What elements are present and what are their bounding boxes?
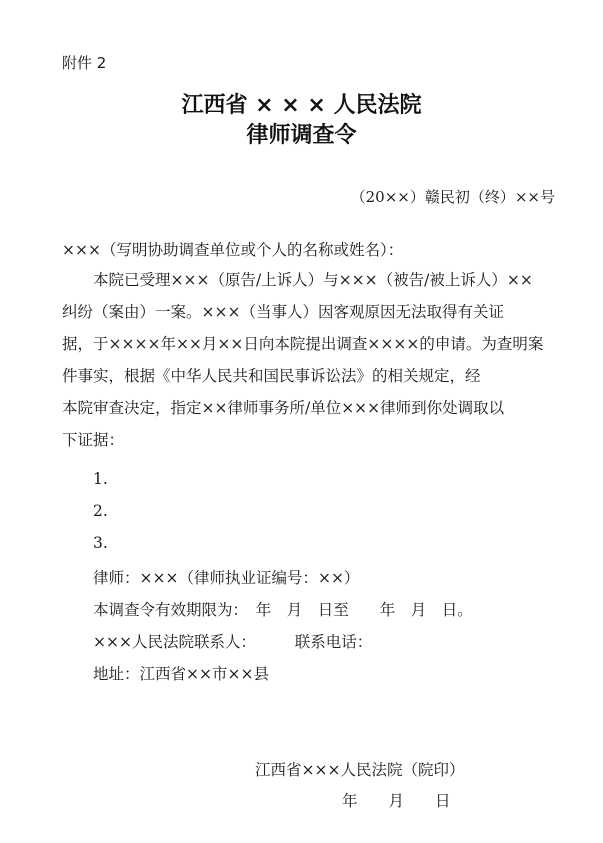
paragraph-line: 本院已受理×××（原告/上诉人）与×××（被告/被上诉人）×× bbox=[62, 271, 533, 289]
document-title-order: 律师调查令 bbox=[246, 123, 357, 148]
document-title-court: 江西省 × × × 人民法院 bbox=[181, 93, 422, 118]
paragraph-line: 下证据： bbox=[62, 431, 125, 449]
paragraph-line: 本院审查决定，指定××律师事务所/单位×××律师到你处调取以 bbox=[62, 399, 505, 417]
court-address: 地址：江西省××市××县 bbox=[93, 665, 269, 683]
evidence-item: 1. bbox=[93, 470, 108, 488]
signature-date: 年 月 日 bbox=[342, 792, 451, 810]
lawyer-info: 律师：×××（律师执业证编号：××） bbox=[93, 569, 360, 587]
evidence-item: 3. bbox=[93, 534, 108, 552]
paragraph-line: 件事实，根据《中华人民共和国民事诉讼法》的相关规定，经 bbox=[62, 367, 481, 385]
paragraph-line: 纠纷（案由）一案。×××（当事人）因客观原因无法取得有关证 bbox=[62, 303, 504, 321]
validity-period: 本调查令有效期限为： 年 月 日至 年 月 日。 bbox=[93, 601, 473, 619]
court-seal-line: 江西省×××人民法院（院印） bbox=[255, 761, 465, 779]
evidence-item: 2. bbox=[93, 502, 108, 520]
addressee-line: ×××（写明协助调查单位或个人的名称或姓名）： bbox=[62, 241, 404, 259]
document-number: （20××）赣民初（终）××号 bbox=[350, 188, 555, 206]
attachment-label: 附件 2 bbox=[62, 54, 107, 72]
court-contact: ×××人民法院联系人： 联系电话： bbox=[93, 633, 373, 651]
paragraph-line: 据，于××××年××月××日向本院提出调查××××的申请。为查明案 bbox=[62, 335, 544, 353]
